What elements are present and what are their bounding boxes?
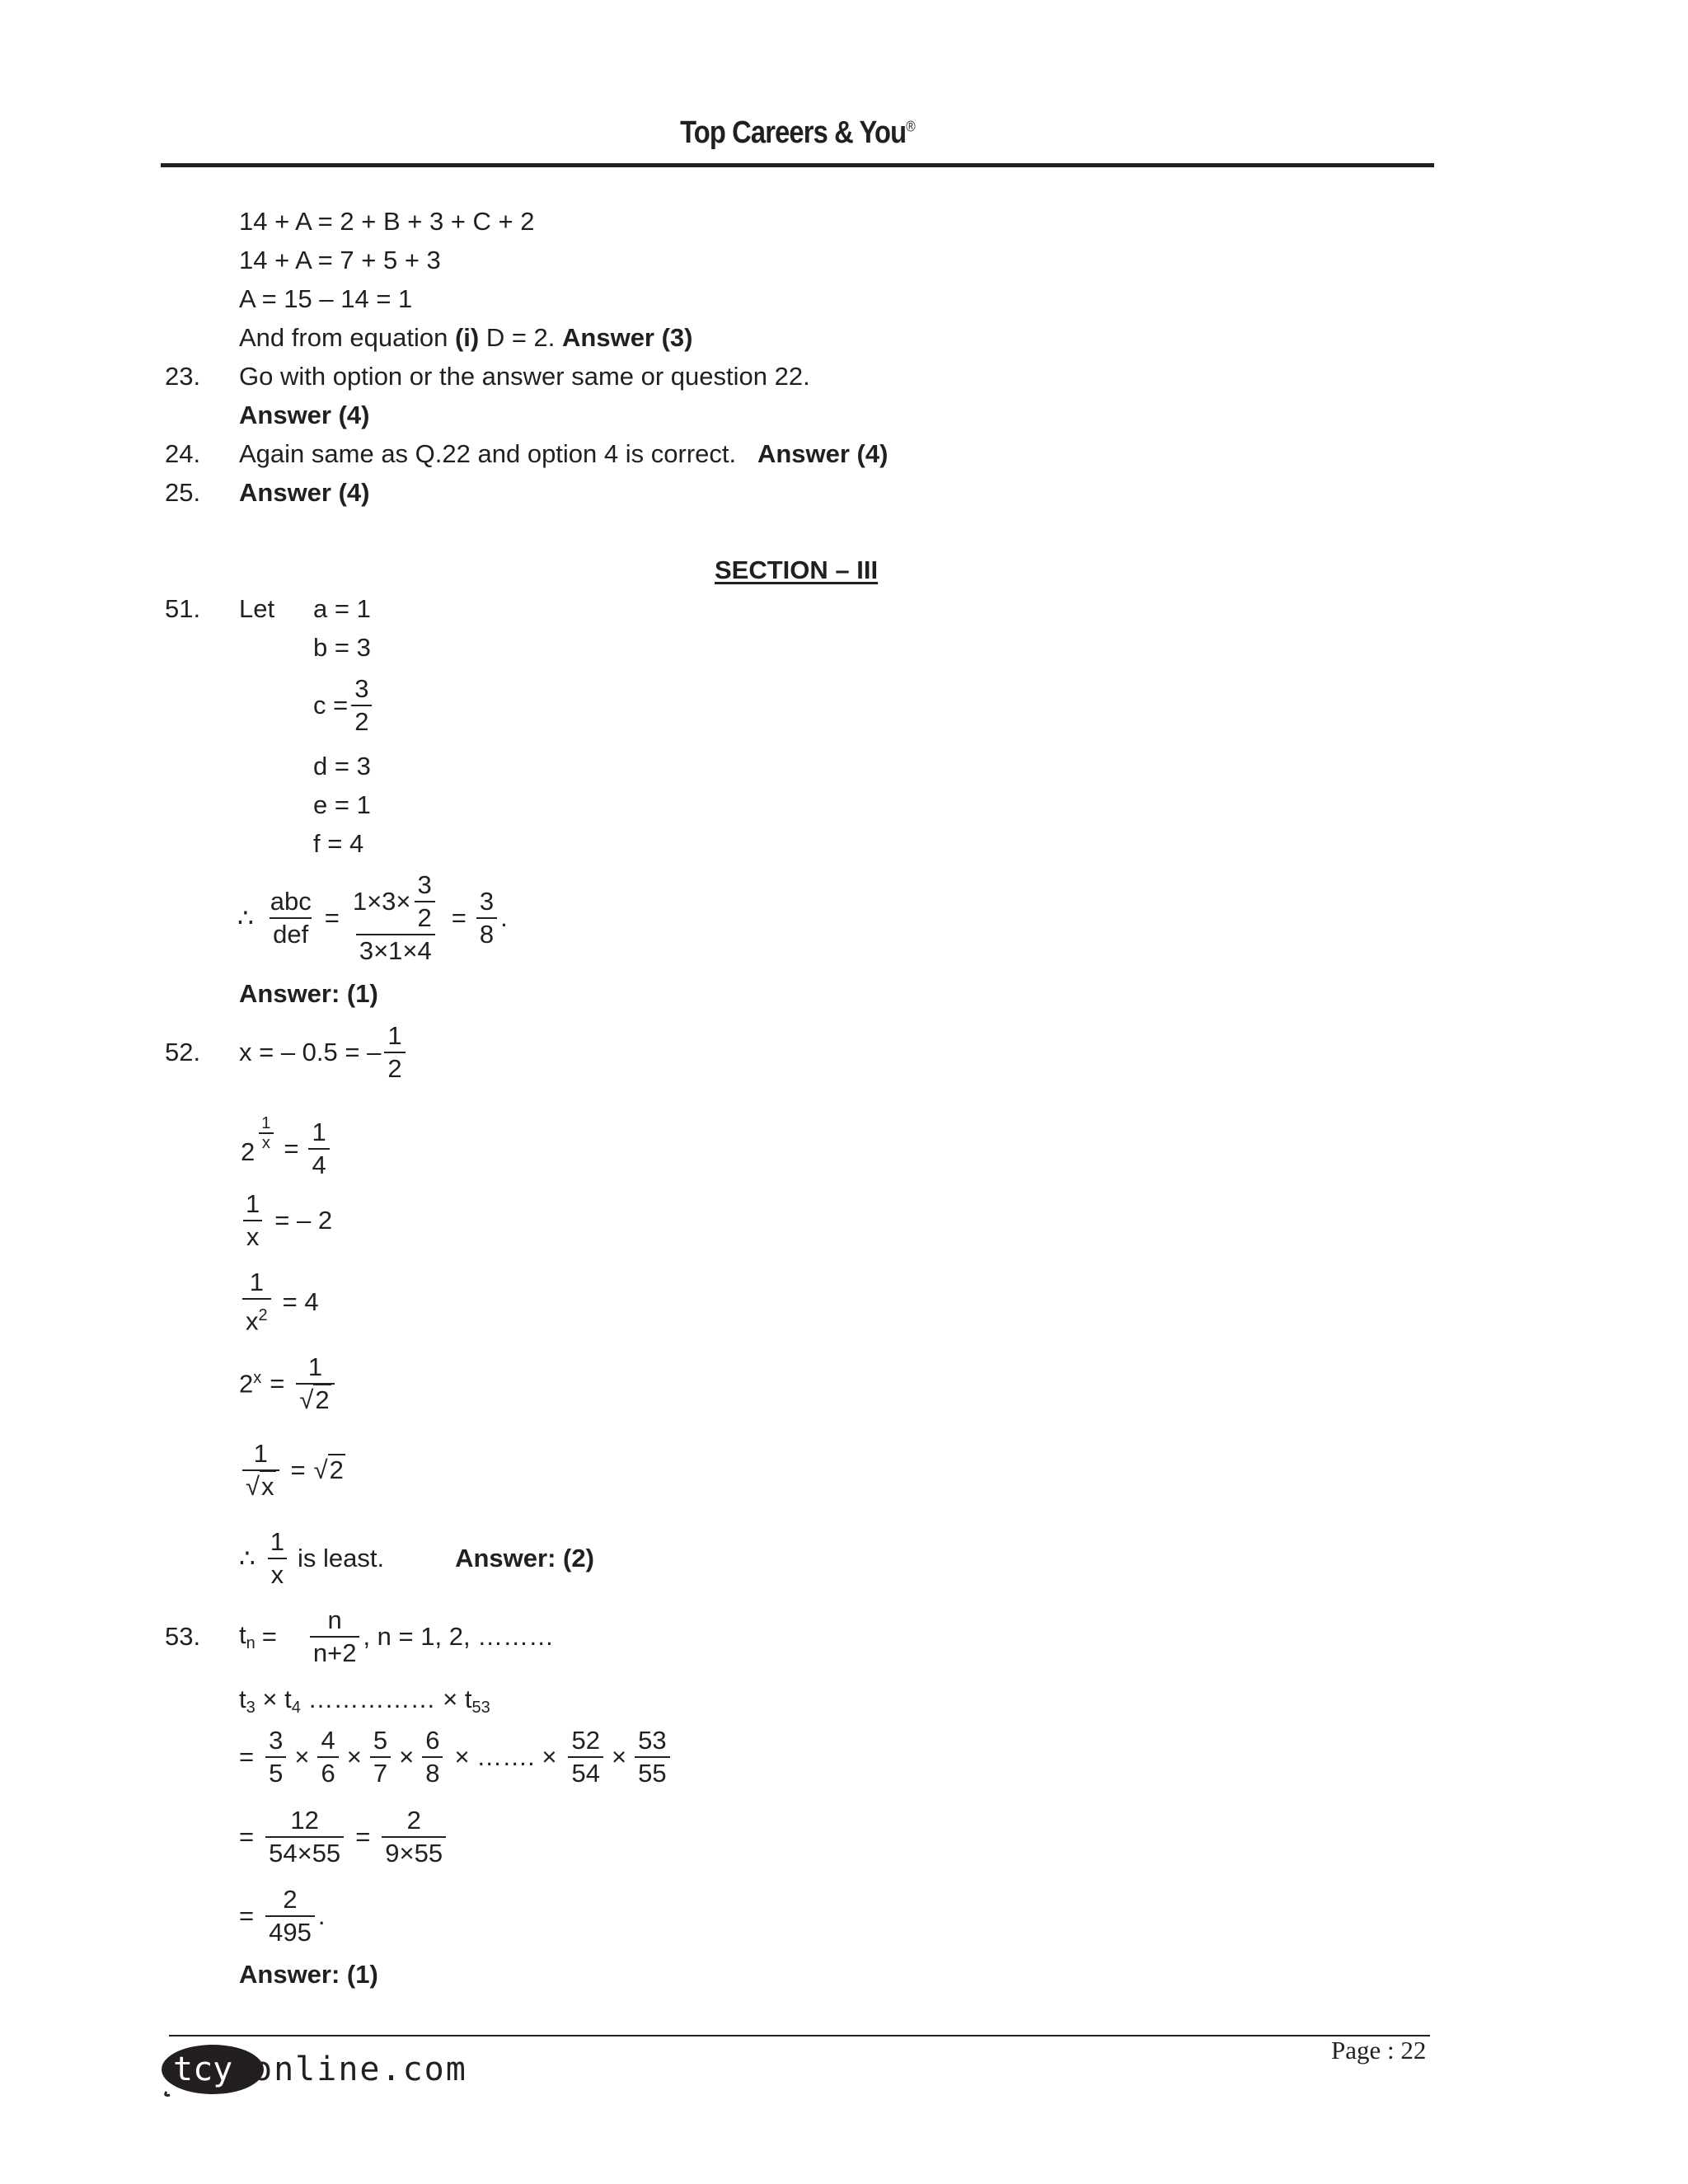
q51-f: f = 4	[313, 829, 364, 858]
radical-sign: √	[246, 1472, 260, 1501]
term-subscript: 4	[291, 1699, 301, 1717]
numerator-product: 1×3×	[352, 887, 411, 916]
simplified-fraction-2	[382, 1805, 446, 1869]
header-title-text: Top Careers & You	[680, 115, 907, 150]
n-over-n-plus-two	[310, 1605, 360, 1669]
question-number-52: 52.	[165, 1038, 201, 1066]
fraction-denominator: 8	[476, 917, 497, 950]
fraction-numerator: 1	[261, 1114, 271, 1132]
fraction-denominator: 54×55	[265, 1836, 344, 1869]
product-fraction	[349, 869, 442, 967]
q51-c-label: c =	[313, 691, 349, 719]
equals-sign: =	[239, 1822, 255, 1851]
result-fraction	[476, 886, 497, 950]
fraction-denominator: n+2	[310, 1636, 360, 1669]
times-sign: ×	[443, 1685, 458, 1713]
nested-fraction	[415, 869, 435, 934]
denominator-base: x	[246, 1306, 259, 1336]
q51-c-fraction	[351, 673, 372, 738]
fraction-numerator: 12	[290, 1806, 319, 1835]
q53-line-5	[239, 1884, 325, 1948]
equals-sign: =	[290, 1455, 306, 1484]
q24-text: Again same as Q.22 and option 4 is correct.	[239, 439, 737, 468]
q52-line-6	[239, 1438, 345, 1502]
q51-result-equation	[237, 869, 508, 967]
full-stop: .	[500, 903, 508, 932]
q52-line-2	[241, 1100, 333, 1181]
times-sign: ×	[294, 1742, 310, 1771]
fraction-numerator: 4	[321, 1726, 335, 1755]
q23-answer: Answer (4)	[239, 401, 370, 429]
fraction-denominator: 7	[370, 1756, 391, 1789]
one-over-x	[242, 1188, 263, 1253]
product-fraction-1	[265, 1725, 286, 1789]
square-root	[246, 1471, 276, 1502]
q53-line-1	[239, 1605, 554, 1669]
fraction-numerator: abc	[270, 887, 312, 916]
section-heading	[715, 555, 878, 586]
fraction-denominator: 9×55	[382, 1836, 446, 1869]
equals-sign: =	[270, 1369, 285, 1398]
fraction-numerator: 3	[354, 674, 369, 703]
product-fraction-3	[370, 1725, 391, 1789]
q24-line	[239, 438, 888, 470]
page-number: Page : 22	[1331, 2036, 1427, 2064]
fraction-numerator: 1	[246, 1189, 260, 1218]
full-stop: .	[317, 1901, 326, 1930]
term-symbol: t	[239, 1620, 246, 1649]
logo-tail	[166, 2092, 170, 2096]
fraction-numerator: 3	[417, 870, 432, 899]
radical-sign: √	[313, 1455, 328, 1484]
fraction-numerator: 1	[387, 1021, 402, 1050]
q52-line-4-rhs: = 4	[282, 1286, 319, 1316]
fraction-denominator: 4	[308, 1148, 329, 1181]
q52-line-3	[239, 1188, 332, 1253]
equals-sign: =	[284, 1134, 299, 1163]
fraction-numerator: 3	[269, 1726, 284, 1755]
power-exponent: x	[253, 1368, 262, 1387]
eq-line-3: A = 15 – 14 = 1	[239, 284, 413, 313]
fraction-numerator: 53	[638, 1726, 667, 1755]
term-subscript: n	[246, 1634, 256, 1652]
q52-line-3-rhs: = – 2	[274, 1206, 333, 1235]
term-subscript: 3	[246, 1699, 256, 1717]
fraction-denominator: 2	[384, 1052, 405, 1085]
q52-answer: Answer: (2)	[455, 1544, 594, 1572]
q24-answer: Answer (4)	[757, 439, 889, 468]
power-exponent	[255, 1114, 277, 1152]
equals-sign: =	[451, 903, 467, 932]
answer-label: Answer (3)	[562, 323, 693, 352]
eq-line-1: 14 + A = 2 + B + 3 + C + 2	[239, 207, 535, 236]
equals-sign: =	[324, 903, 340, 932]
fraction-numerator: 6	[425, 1726, 440, 1755]
simplified-fraction-1	[265, 1805, 344, 1869]
square-root	[299, 1385, 331, 1416]
fraction-denominator: 54	[568, 1756, 603, 1789]
fraction-denominator: x	[268, 1558, 288, 1591]
header-rule	[161, 163, 1434, 167]
q53-line-4	[239, 1805, 449, 1869]
ellipsis: ……………	[307, 1685, 436, 1713]
q51-c	[313, 673, 375, 738]
exponent-fraction	[258, 1114, 274, 1152]
fraction-denominator: 6	[317, 1756, 338, 1789]
q51-let: Let	[239, 594, 275, 623]
footer-rule	[169, 2035, 1430, 2036]
q52-conclusion-text: is least.	[297, 1544, 385, 1572]
equals-sign: =	[239, 1901, 255, 1930]
fraction-numerator: n	[327, 1605, 342, 1634]
times-sign: ×	[262, 1685, 278, 1713]
section-heading-text: SECTION – III	[715, 555, 879, 584]
denominator-exponent: 2	[258, 1306, 268, 1324]
radicand: 2	[329, 1455, 344, 1484]
therefore-symbol: ∴	[237, 903, 254, 932]
q53-answer: Answer: (1)	[239, 1960, 378, 1989]
one-over-x	[267, 1526, 288, 1591]
one-over-root-x	[242, 1438, 279, 1502]
half-fraction	[384, 1020, 405, 1085]
q52-line-1-text: x = – 0.5 = –	[239, 1038, 382, 1066]
fraction-denominator	[242, 1469, 279, 1502]
equals-sign: =	[261, 1622, 277, 1651]
question-number-23: 23.	[165, 362, 201, 391]
eq-line-2: 14 + A = 7 + 5 + 3	[239, 246, 441, 274]
abc-over-def	[267, 886, 315, 950]
logo-domain-text: online.com	[252, 2050, 467, 2088]
times-sign: ×	[611, 1742, 627, 1771]
fraction-numerator: 5	[373, 1726, 388, 1755]
q53-line-2	[239, 1684, 490, 1723]
fraction-denominator: 495	[265, 1915, 315, 1948]
fraction-denominator: 2	[351, 705, 372, 738]
fraction-numerator: 52	[571, 1726, 600, 1755]
fraction-numerator: 1	[249, 1268, 264, 1296]
fraction-numerator: 1	[307, 1352, 323, 1381]
power-base: 2	[239, 1369, 254, 1399]
q51-d: d = 3	[313, 752, 371, 780]
ellipsis: × ……. ×	[454, 1742, 557, 1771]
final-fraction	[265, 1884, 315, 1948]
one-over-x-squared	[242, 1267, 271, 1337]
term-symbol: t	[239, 1685, 246, 1713]
fraction-denominator: 55	[635, 1756, 669, 1789]
fraction-numerator: 2	[406, 1806, 421, 1835]
fraction-denominator: 8	[422, 1756, 443, 1789]
eq-line-4-text: And from equation	[239, 323, 455, 352]
q53-line-3	[239, 1725, 673, 1789]
product-fraction-4	[422, 1725, 443, 1789]
question-number-51: 51.	[165, 594, 201, 623]
fraction-denominator: 2	[415, 901, 435, 934]
times-sign: ×	[399, 1742, 415, 1771]
q51-e: e = 1	[313, 790, 371, 819]
eq-ref: (i)	[454, 323, 480, 352]
logo-mark-text: tcy	[173, 2050, 233, 2088]
fraction-denominator	[296, 1383, 334, 1416]
radical-sign: √	[299, 1385, 314, 1414]
fraction-numerator: 1	[312, 1118, 326, 1146]
q51-answer: Answer: (1)	[239, 979, 378, 1008]
term-subscript: 53	[471, 1699, 490, 1717]
fraction-denominator: 5	[265, 1756, 286, 1789]
fraction-numerator	[349, 869, 442, 934]
eq-line-4	[239, 322, 693, 354]
header-title	[111, 115, 1483, 151]
question-number-53: 53.	[165, 1622, 201, 1651]
question-number-25: 25.	[165, 478, 201, 507]
fraction-denominator: def	[270, 917, 312, 950]
question-number-24: 24.	[165, 439, 201, 468]
q52-line-5	[239, 1352, 338, 1416]
q23-text: Go with option or the answer same or question 22.	[239, 362, 810, 391]
fraction-denominator: x	[259, 1132, 274, 1152]
fraction-denominator	[242, 1298, 271, 1337]
one-over-root-two	[296, 1352, 334, 1416]
product-fraction-52	[568, 1725, 603, 1789]
q53-line-1-tail: , n = 1, 2, ………	[363, 1622, 555, 1651]
tcyonline-logo	[162, 2042, 467, 2100]
q51-b: b = 3	[313, 633, 371, 662]
square-root	[314, 1455, 345, 1485]
fraction-numerator: 1	[270, 1527, 284, 1556]
product-fraction-2	[317, 1725, 338, 1789]
q52-line-4	[239, 1267, 319, 1337]
radicand: x	[261, 1472, 274, 1501]
times-sign: ×	[346, 1742, 362, 1771]
registered-mark: ®	[906, 118, 915, 135]
q25-answer: Answer (4)	[239, 478, 370, 507]
term-symbol: t	[464, 1685, 472, 1713]
q51-a: a = 1	[313, 594, 371, 623]
eq-line-4-mid: D = 2.	[479, 323, 563, 352]
fraction-denominator: x	[243, 1220, 263, 1253]
power-expression	[241, 1114, 277, 1167]
product-fraction-53	[635, 1725, 669, 1789]
equals-sign: =	[355, 1822, 371, 1851]
fraction-numerator: 3	[479, 887, 495, 916]
therefore-symbol: ∴	[239, 1544, 256, 1572]
fraction-numerator: 1	[253, 1439, 268, 1468]
fraction-denominator: 3×1×4	[356, 934, 435, 967]
term-tn	[239, 1620, 256, 1653]
radicand: 2	[315, 1385, 330, 1414]
term-symbol: t	[284, 1685, 292, 1713]
equals-sign: =	[239, 1742, 255, 1771]
q52-line-7	[239, 1526, 594, 1591]
power-base: 2	[241, 1137, 256, 1166]
power-expression	[239, 1369, 261, 1399]
fraction-numerator: 2	[283, 1885, 298, 1914]
quarter-fraction	[308, 1117, 329, 1181]
q52-line-1	[239, 1020, 409, 1085]
